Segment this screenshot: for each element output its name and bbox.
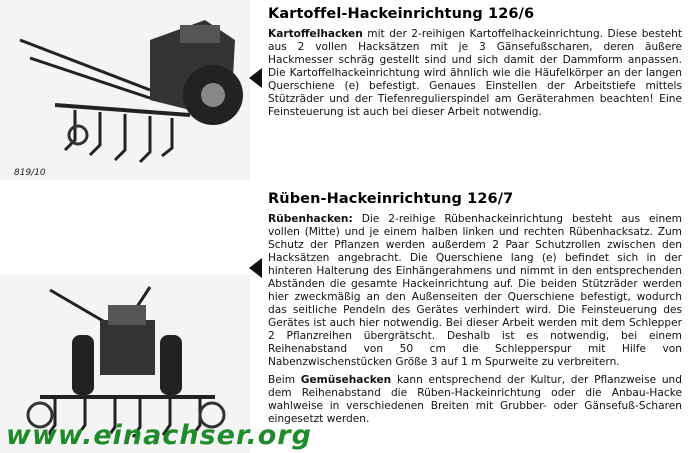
section-paragraph <box>268 28 682 119</box>
section-rueben <box>268 191 682 426</box>
lead-term: Gemüsehacken <box>300 374 392 386</box>
lead-term: Kartoffelhacken <box>268 28 363 40</box>
paragraph-prefix: Beim <box>268 374 301 386</box>
photo-kartoffel-hackeinrichtung <box>0 0 250 180</box>
pointer-triangle-icon <box>249 258 262 278</box>
section-heading: Rüben-Hackeinrichtung 126/7 <box>268 191 514 207</box>
pointer-triangle-icon <box>249 68 262 88</box>
lead-term: Rübenhacken: <box>268 213 353 225</box>
section-heading: Kartoffel-Hackeinrichtung 126/6 <box>268 6 535 22</box>
section-paragraph <box>268 213 682 369</box>
photo-plate-number: 819/10 <box>14 168 46 178</box>
paragraph-text: kann entsprechend der Kultur, der Pflanzweise und dem Reihenabstand die Rüben-Hackeinrichtung oder die Anbau-Hacke wahlweise in verschiedenen Breiten mit Grubber- oder Gänsefuß-Scharen eingesetzt werden. <box>268 374 683 425</box>
watermark: www.einachser.org <box>6 420 312 451</box>
paragraph-text: mit der 2-reihigen Kartoffelhackeinrichtung. Diese besteht aus 2 vollen Hacksätzen mit je 3 Gänsefußscharen, deren äußere Hackmesser schräg gestellt sind und sich damit der Dammform anpassen. Die Kartoffelhackeinrichtung wird ähnlich wie die Häufelkörper an der langen Querschiene (e) befestigt. Genaues Einstellen der Arbeitstiefe mittels Stützräder und der Tiefenregulierspindel am Geräterahmen beachten! Eine Feinsteuerung ist auch bei dieser Arbeit notwendig. <box>268 28 682 118</box>
section-paragraph <box>268 374 682 426</box>
section-kartoffel <box>268 6 682 119</box>
paragraph-text: Die 2-reihige Rübenhackeinrichtung besteht aus einem vollen (Mitte) und je einem halben linken und rechten Rübenhacksatz. Zum Schutz der Pflanzen werden außerdem 2 Paar Schutzrollen zwischen den Hacksätzen angebracht. Die Querschiene lang (e) befindet sich in der hinteren Halterung des Einhängerahmens und nimmt in den entsprechenden Abständen die gesamte Hackeinrichtung auf. Die beiden Stützräder werden hier zweckmäßig an den Außenseiten der Querschiene befestigt, wodurch das seitliche Pendeln des Gerätes verhindert wird. Die Feinsteuerung des Gerätes ist auch hier notwendig. Bei dieser Arbeit werden mit dem Schlepper 2 Pflanzreihen übergrätscht. Deshalb ist es notwendig, bei einem Reihenabstand von 50 cm die Schlepperspur mit Hilfe von Nabenzwischenstücken Größe 3 auf 1 m Spurweite zu verbreitern. <box>268 213 682 368</box>
